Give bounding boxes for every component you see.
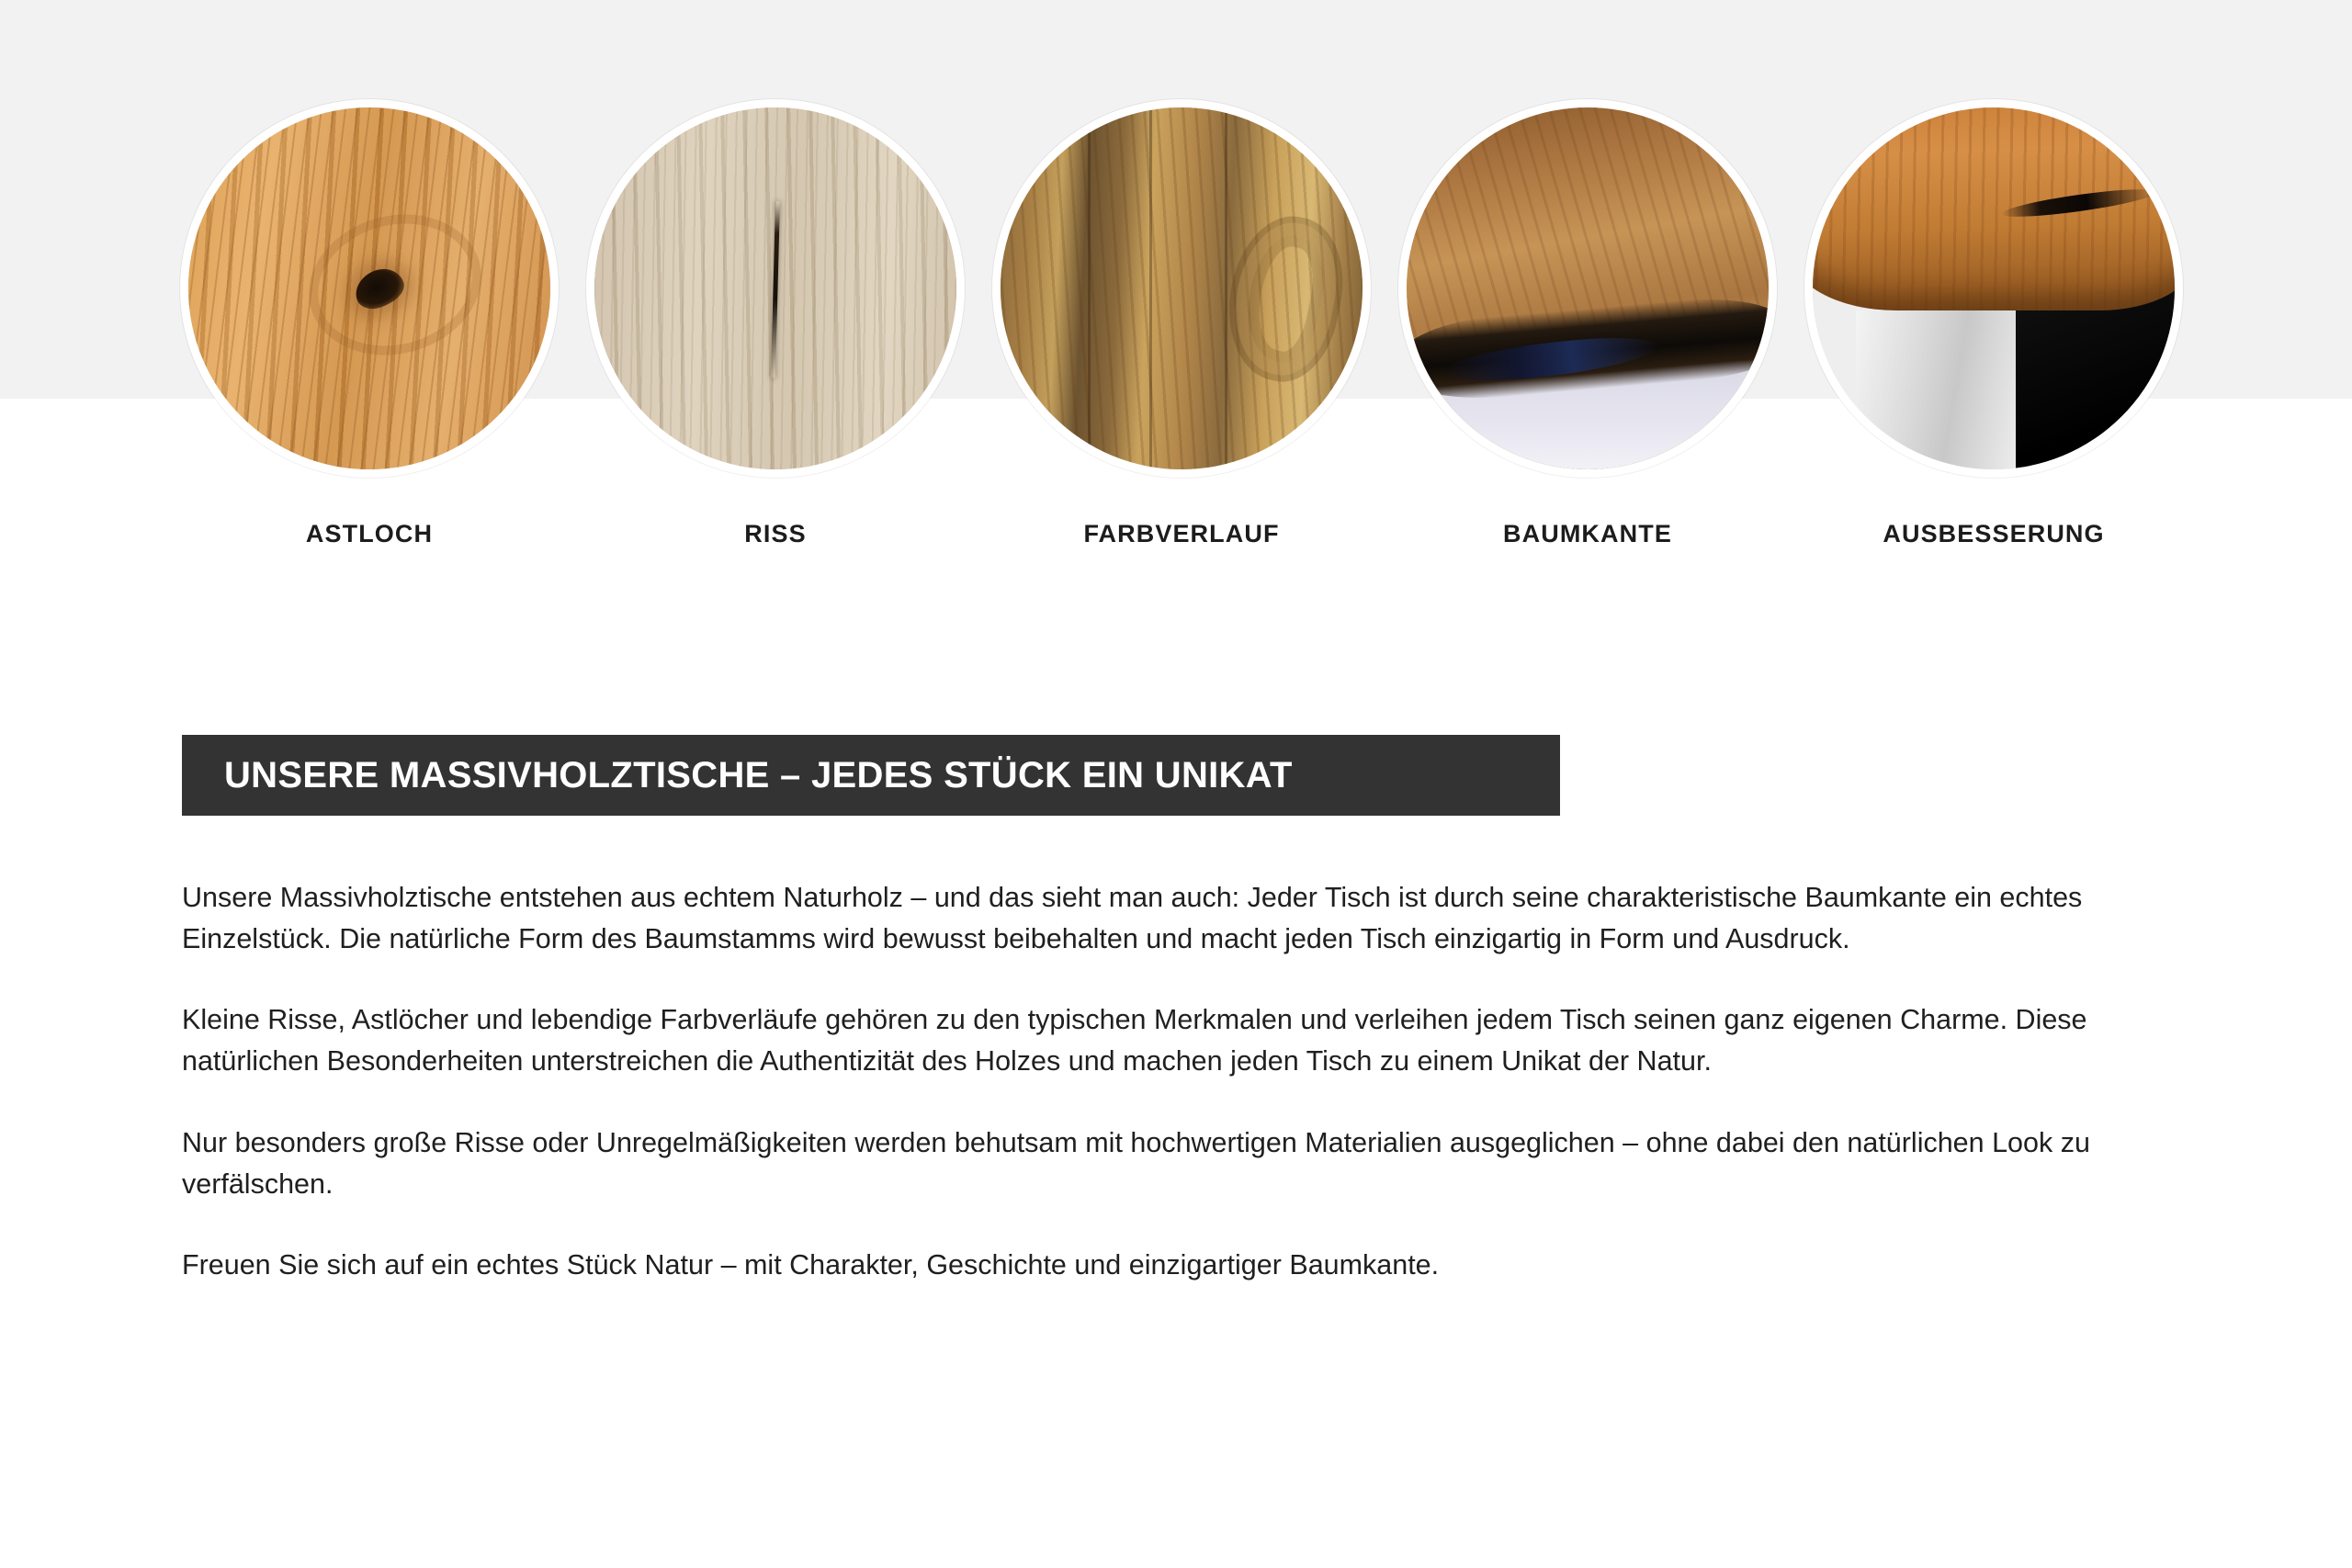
body-paragraph-4: Freuen Sie sich auf ein echtes Stück Natur – mit Charakter, Geschichte und einzigartiger Baumkante.	[182, 1248, 1440, 1280]
body-paragraph-2: Kleine Risse, Astlöcher und lebendige Farbverläufe gehören zu den typischen Merkmalen und verleihen jedem Tisch seinen ganz eigenen Charme. Diese natürlichen Besonderheiten unterstreichen die Authentizität des Holzes und machen jeden Tisch zu einem Unikat der Natur.	[182, 1004, 2087, 1077]
feature-label-ausbesserung: AUSBESSERUNG	[1883, 520, 2105, 547]
feature-label-farbverlauf: FARBVERLAUF	[1083, 520, 1280, 547]
section-headline-banner	[182, 735, 1560, 816]
plank-seam	[1088, 107, 1091, 469]
body-paragraph-3: Nur besonders große Risse oder Unregelmäßigkeiten werden behutsam mit hochwertigen Materialien ausgeglichen – ohne dabei den natürlichen Look zu verfälschen.	[182, 1126, 2090, 1200]
plank-seam	[1225, 107, 1227, 469]
feature-item-ausbesserung	[1804, 99, 2183, 548]
feature-image-frame	[1804, 99, 2183, 478]
feature-label-baumkante: BAUMKANTE	[1503, 520, 1672, 547]
feature-label-astloch: ASTLOCH	[305, 520, 434, 547]
wood-crack-photo	[594, 107, 956, 469]
feature-item-baumkante	[1398, 99, 1777, 548]
feature-image-frame	[1398, 99, 1777, 478]
wood-feature-gallery	[180, 99, 2192, 650]
table-top-edge	[1813, 107, 2175, 310]
feature-image-frame	[586, 99, 965, 478]
feature-item-riss	[586, 99, 965, 548]
feature-image-frame	[180, 99, 559, 478]
feature-item-farbverlauf	[992, 99, 1371, 548]
feature-image-frame	[992, 99, 1371, 478]
table-underside-shadow	[2016, 288, 2175, 469]
feature-label-riss: RISS	[744, 520, 807, 547]
feature-item-astloch	[180, 99, 559, 548]
wood-color-gradient-photo	[1001, 107, 1363, 469]
section-headline-text: UNSERE MASSIVHOLZTISCHE – JEDES STÜCK EIN UNIKAT	[224, 754, 1293, 795]
live-edge-photo	[1407, 107, 1769, 469]
wood-knot-photo	[188, 107, 550, 469]
plank-seam	[1149, 107, 1152, 469]
wood-repair-photo	[1813, 107, 2175, 469]
body-copy	[182, 877, 2166, 1286]
metal-table-leg	[1856, 310, 2015, 469]
body-paragraph-1: Unsere Massivholztische entstehen aus echtem Naturholz – und das sieht man auch: Jeder Tisch ist durch seine charakteristische Baumkante ein echtes Einzelstück. Die natürliche Form des Baumstamms wird bewusst beibehalten und macht jeden Tisch einzigartig in Form und Ausdruck.	[182, 882, 2083, 955]
